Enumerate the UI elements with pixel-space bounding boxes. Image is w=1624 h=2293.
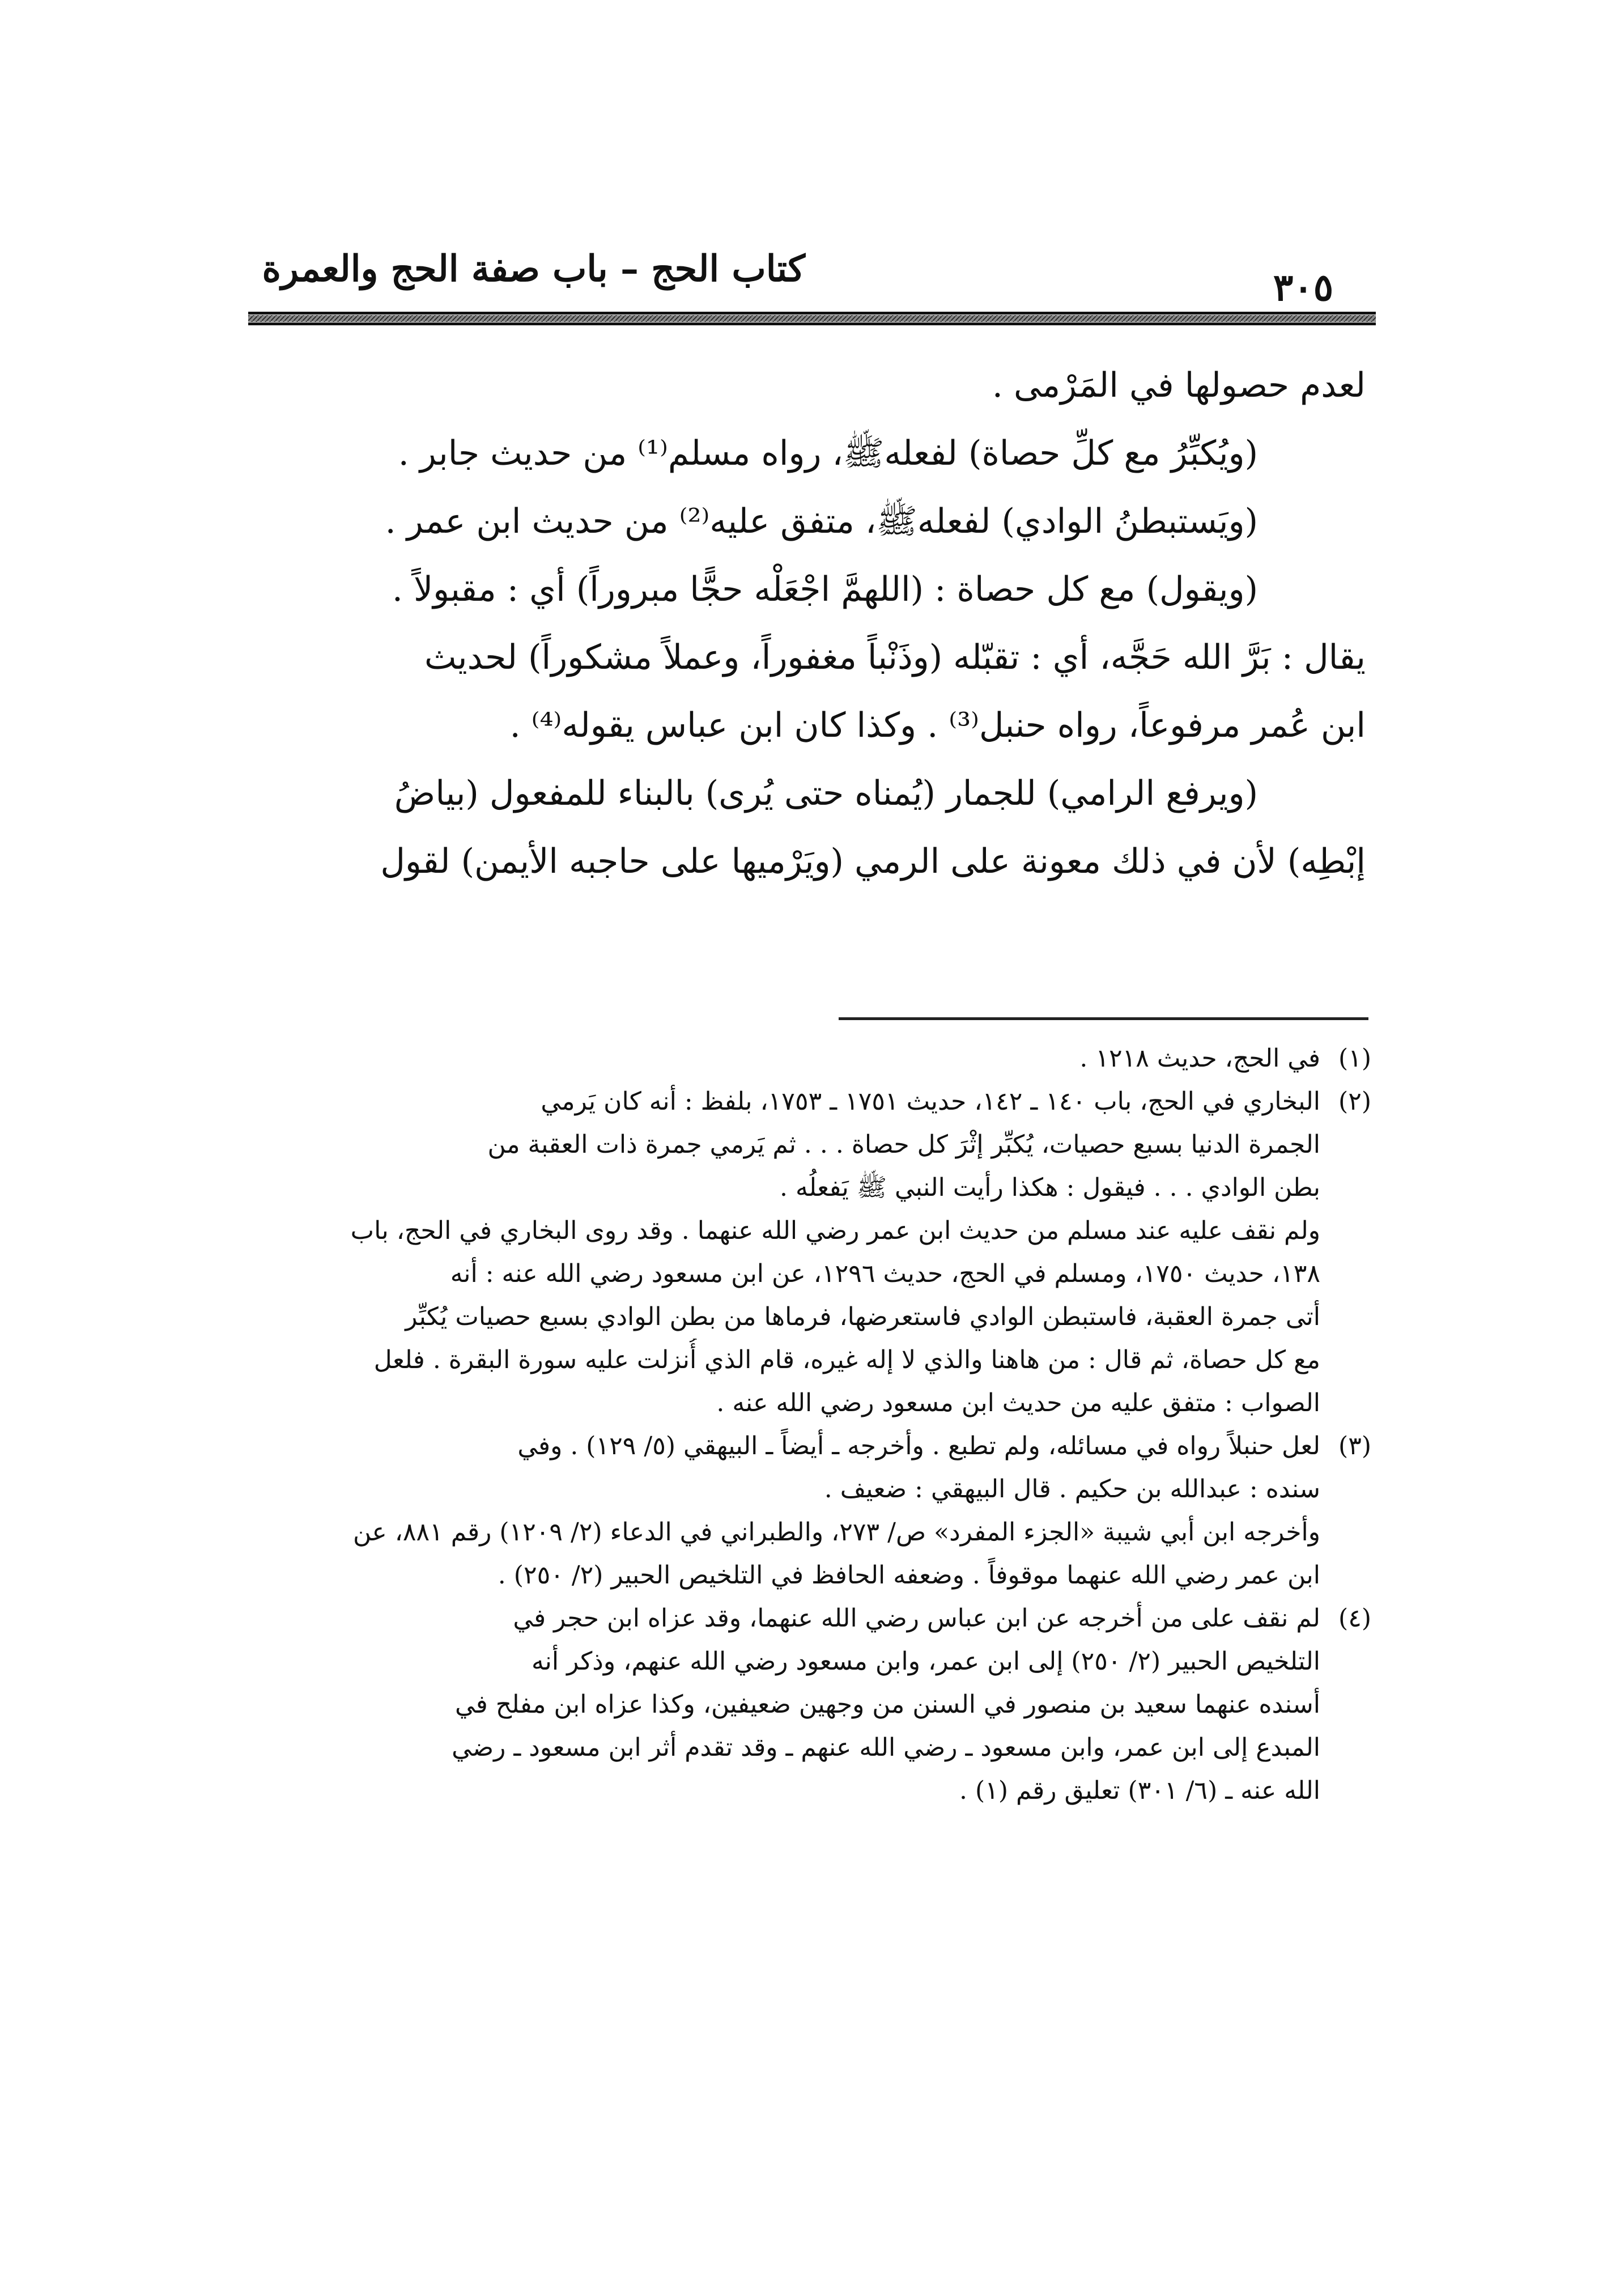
footnote-line: مع كل حصاة، ثم قال : من هاهنا والذي لا إله غيره، قام الذي أُنزلت عليه سورة البقرة . فلعل [373, 1345, 1320, 1374]
footnote-text: في الحج، حديث ١٢١٨ . [1079, 1044, 1320, 1073]
footnote-line: أتى جمرة العقبة، فاستبطن الوادي فاستعرضها، فرماها من بطن الوادي بسبع حصيات يُكبِّر [405, 1302, 1320, 1331]
body-line: (ويَستبطنُ الوادي) لفعلهﷺ، متفق عليه⁽²⁾ من حديث ابن عمر . [385, 502, 1258, 541]
footnote-line: وأخرجه ابن أبي شيبة «الجزء المفرد» ص/ ٢٧٣، والطبراني في الدعاء (٢/ ١٢٠٩) رقم ٨٨١، عن [352, 1518, 1320, 1547]
footnote-line: بطن الوادي . . . فيقول : هكذا رأيت النبي ﷺ يَفعلُه . [780, 1173, 1320, 1202]
footnote-text: لعل حنبلاً رواه في مسائله، ولم تطبع . وأخرجه ـ أيضاً ـ البيهقي (٥/ ١٢٩) . وفي [517, 1432, 1320, 1460]
footnote-line: الجمرة الدنيا بسبع حصيات، يُكبِّر إثْرَ كل حصاة . . . ثم يَرمي جمرة ذات العقبة من [487, 1130, 1320, 1159]
footnote-text: البخاري في الحج، باب ١٤٠ ـ ١٤٢، حديث ١٧٥١ ـ ١٧٥٣، بلفظ : أنه كان يَرمي [541, 1087, 1320, 1116]
footnote-line: الله عنه ـ (٦/ ٣٠١) تعليق رقم (١) . [959, 1776, 1320, 1805]
body-line: (ويُكبِّرُ مع كلِّ حصاة) لفعلهﷺ، رواه مسلم⁽¹⁾ من حديث جابر . [398, 434, 1258, 473]
running-header-title: كتاب الحج – باب صفة الحج والعمرة [262, 248, 805, 290]
footnote-line [227, 1425, 1371, 1468]
footnotes [227, 1037, 1371, 2125]
footnote-line: سنده : عبدالله بن حكيم . قال البيهقي : ضعيف . [824, 1475, 1320, 1504]
footnote-line: الصواب : متفق عليه من حديث ابن مسعود رضي الله عنه . [716, 1388, 1320, 1417]
header-rule [248, 312, 1376, 325]
body-line: (ويقول) مع كل حصاة : (اللهمَّ اجْعَلْه حجًّا مبروراً) أي : مقبولاً . [392, 570, 1258, 609]
footnote-number: (٢) [1338, 1087, 1371, 1116]
body-line: ابن عُمر مرفوعاً، رواه حنبل⁽³⁾ . وكذا كان ابن عباس يقوله⁽⁴⁾ . [509, 706, 1366, 745]
body-line: (ويرفع الرامي) للجمار (يُمناه حتى يُرى) بالبناء للمفعول (بياضُ [394, 774, 1258, 813]
main-text [227, 351, 1366, 1003]
footnote-line: أسنده عنهما سعيد بن منصور في السنن من وجهين ضعيفين، وكذا عزاه ابن مفلح في [455, 1690, 1320, 1719]
footnote-line [227, 1080, 1371, 1123]
footnote-line [227, 1037, 1371, 1080]
footnote-line: التلخيص الحبير (٢/ ٢٥٠) إلى ابن عمر، وابن مسعود رضي الله عنهم، وذكر أنه [532, 1647, 1320, 1676]
footnote-line: ١٣٨، حديث ١٧٥٠، ومسلم في الحج، حديث ١٢٩٦، عن ابن مسعود رضي الله عنه : أنه [450, 1259, 1320, 1288]
page-number: ٣٠٥ [1273, 265, 1334, 309]
body-line: لعدم حصولها في المَرْمى . [992, 366, 1366, 405]
footnote-line [227, 1597, 1371, 1640]
footnote-number: (٤) [1338, 1604, 1371, 1633]
footnote-number: (٣) [1338, 1432, 1371, 1460]
body-line: يقال : بَرَّ الله حَجَّه، أي : تقبّله (وذَنْباً مغفوراً، وعملاً مشكوراً) لحديث [424, 638, 1366, 677]
footnote-number: (١) [1338, 1044, 1371, 1073]
footnote-text: لم نقف على من أخرجه عن ابن عباس رضي الله عنهما، وقد عزاه ابن حجر في [513, 1604, 1320, 1633]
body-line: إبْطِه) لأن في ذلك معونة على الرمي (ويَرْميها على حاجبه الأيمن) لقول [380, 842, 1366, 881]
footnote-line: ابن عمر رضي الله عنهما موقوفاً . وضعفه الحافظ في التلخيص الحبير (٢/ ٢٥٠) . [498, 1561, 1320, 1590]
footnote-line: المبدع إلى ابن عمر، وابن مسعود ـ رضي الله عنهم ـ وقد تقدم أثر ابن مسعود ـ رضي [452, 1733, 1320, 1762]
footnote-separator [839, 1017, 1368, 1020]
footnote-line: ولم نقف عليه عند مسلم من حديث ابن عمر رضي الله عنهما . وقد روى البخاري في الحج، باب [350, 1216, 1320, 1245]
